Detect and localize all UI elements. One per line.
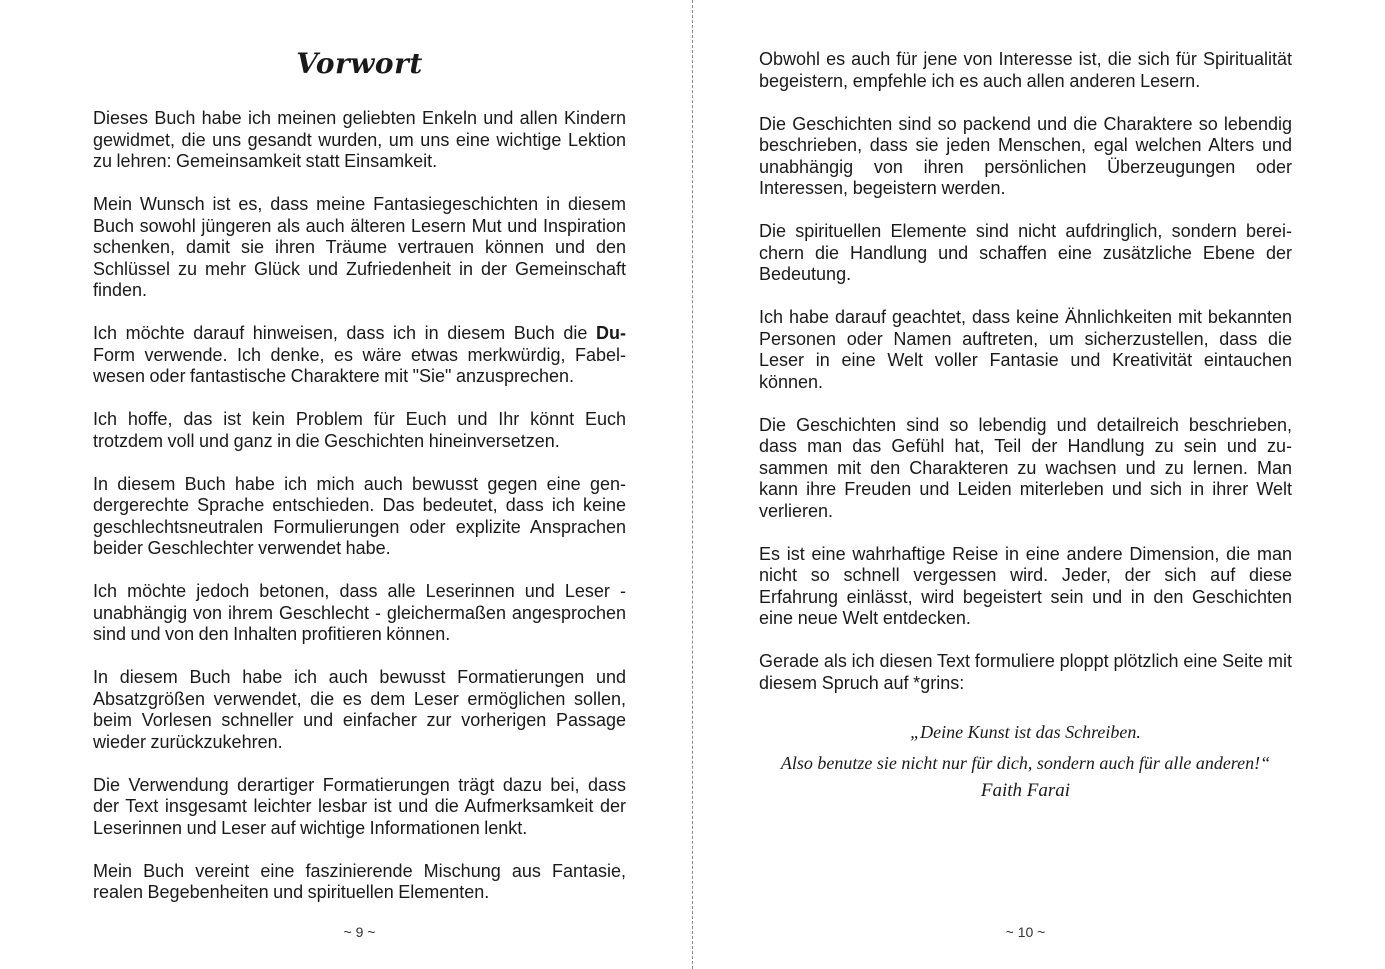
paragraph: Die Geschichten sind so lebendig und detailreich beschrieben, dass man das Gefühl hat, Teil der Handlung zu sein und zusammen mit den Charakteren zu wachsen und zu lernen. Man kann ihre Freuden und Leiden miterleben und sich in ihrer Welt verlieren.: [759, 414, 1292, 521]
paragraph: Die Verwendung derartiger Formatierungen trägt dazu bei, dass der Text insgesamt leichter lesbar ist und die Aufmerksamkeit der Leserinnen und Leser auf wichtige Informationen lenkt.: [93, 774, 626, 838]
page-number-right: ~ 10 ~: [1005, 924, 1046, 940]
left-page-body: [93, 108, 626, 925]
chapter-title: Vorwort: [296, 47, 423, 80]
paragraph: Es ist eine wahrhaftige Reise in eine andere Dimension, die man nicht so schnell vergessen wird. Jeder, der sich auf diese Erfahrung einlässt, wird begeistert sein und in den Geschichten eine neue Welt entdecken.: [759, 543, 1292, 628]
paragraph: In diesem Buch habe ich auch bewusst Formatierungen und Absatzgrößen verwendet, die es dem Leser ermöglichen sollen, beim Vorlesen schneller und einfacher zur vorherigen Passage wieder zurückzukehren.: [93, 667, 626, 752]
paragraph: Ich möchte jedoch betonen, dass alle Leserinnen und Leser - unabhängig von ihrem Geschlecht - gleichermaßen angesprochen sind und von den Inhalten profitieren können.: [93, 581, 626, 644]
page-fold-divider: [692, 0, 693, 969]
paragraph: Dieses Buch habe ich meinen geliebten Enkeln und allen Kindern gewidmet, die uns gesandt wurden, um uns eine wichtige Lektion zu lehren: Gemeinsamkeit statt Einsamkeit.: [93, 108, 626, 171]
paragraph: Die spirituellen Elemente sind nicht aufdringlich, sondern bereichern die Handlung und schaffen eine zusätzliche Ebene der Bedeutung.: [759, 221, 1292, 284]
left-page: [93, 0, 626, 969]
paragraph: Mein Buch vereint eine faszinierende Mischung aus Fantasie, realen Begebenheiten und spirituellen Elementen.: [93, 860, 626, 902]
right-page-body: [759, 49, 1292, 803]
paragraph: In diesem Buch habe ich mich auch bewusst gegen eine gendergerechte Sprache entschieden. Das bedeutet, dass ich keine geschlechtsneutralen Formulierungen oder explizite Ansprachen beider Geschlechter verwendet habe.: [93, 473, 626, 558]
page-number-left: ~ 9 ~: [343, 924, 376, 940]
quote-line: Also benutze sie nicht nur für dich, sondern auch für alle anderen!“: [780, 753, 1271, 773]
paragraph: Ich möchte darauf hinweisen, dass ich in diesem Buch die Du-Form verwende. Ich denke, es wäre etwas merkwürdig, Fabelwesen oder fantastische Charaktere mit "Sie" anzusprechen.: [93, 323, 626, 386]
paragraph: Mein Wunsch ist es, dass meine Fantasiegeschichten in diesem Buch sowohl jüngeren als auch älteren Lesern Mut und Inspiration schenken, damit sie ihren Träume vertrauen können und den Schlüssel zu mehr Glück und Zufriedenheit in der Gemeinschaft finden.: [93, 194, 626, 300]
quote-author: Faith Farai: [980, 780, 1071, 801]
quote-line: „Deine Kunst ist das Schreiben.: [910, 722, 1141, 742]
bold-du-form: Du-: [596, 323, 626, 343]
paragraph: Die Geschichten sind so packend und die Charaktere so lebendig beschrieben, dass sie jeden Menschen, egal welchen Alters und unabhängig von ihren persönlichen Überzeugungen oder Interessen, begeistern werden.: [759, 113, 1292, 198]
paragraph: Ich hoffe, das ist kein Problem für Euch und Ihr könnt Euch trotzdem voll und ganz in die Geschichten hineinversetzen.: [93, 409, 626, 451]
quote-block: [737, 717, 1314, 803]
right-page: [759, 0, 1292, 969]
paragraph: Gerade als ich diesen Text formuliere ploppt plötzlich eine Seite mit diesem Spruch auf *grins:: [759, 651, 1292, 693]
paragraph: Obwohl es auch für jene von Interesse ist, die sich für Spiritualität begeistern, empfehle ich es auch allen anderen Lesern.: [759, 49, 1292, 91]
paragraph: Ich habe darauf geachtet, dass keine Ähnlichkeiten mit bekannten Personen oder Namen auftreten, um sicherzustellen, dass die Leser in eine Welt voller Fantasie und Kreativität eintauchen können.: [759, 307, 1292, 392]
